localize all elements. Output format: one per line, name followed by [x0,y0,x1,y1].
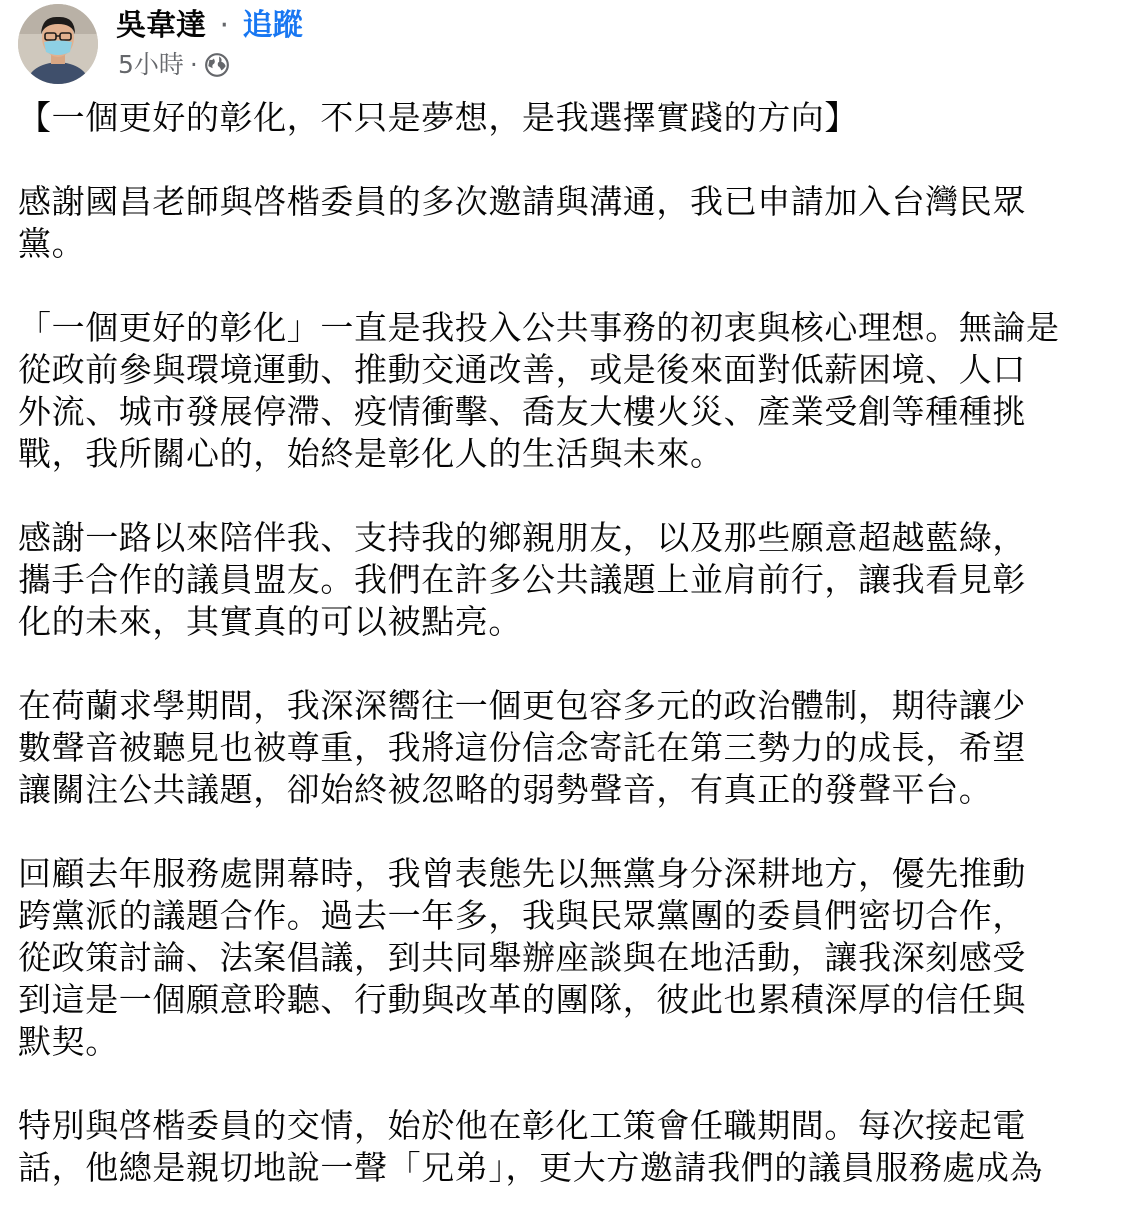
post-body [18,97,1118,1231]
avatar-photo [18,4,98,84]
follow-button[interactable]: 追蹤 [242,8,303,43]
author-separator: · [219,8,230,43]
meta-separator: · [189,50,198,79]
author-line [116,6,303,46]
author-name[interactable]: 吳韋達 [116,8,206,43]
post-timestamp[interactable]: 5小時 [118,50,184,79]
post-title: 【一個更好的彰化，不只是夢想，是我選擇實踐的方向】 [18,98,858,137]
avatar[interactable] [18,4,98,84]
post-header [18,4,1118,84]
post-paragraph: 感謝一路以來陪伴我、支持我的鄉親朋友，以及那些願意超越藍綠， 攜手合作的議員盟友。我們在許多公共議題上並肩前行，讓我看見彰 化的未來，其實真的可以被點亮。 [18,518,1026,641]
post-meta [118,48,230,82]
globe-icon[interactable] [204,52,230,78]
post-paragraph: 特別與啓楷委員的交情，始於他在彰化工策會任職期間。每次接起電 話，他總是親切地說一聲「兄弟」，更大方邀請我們的議員服務處成為 [18,1106,1044,1187]
post-paragraph: 感謝國昌老師與啓楷委員的多次邀請與溝通，我已申請加入台灣民眾 黨。 [18,182,1026,263]
post-paragraph: 回顧去年服務處開幕時，我曾表態先以無黨身分深耕地方，優先推動 跨黨派的議題合作。過去一年多，我與民眾黨團的委員們密切合作， 從政策討論、法案倡議，到共同舉辦座談與在地活動，讓我深刻感受 到這是一個願意聆聽、行動與改革的團隊，彼此也累積深厚的信任與 默契。 [18,854,1026,1061]
post-paragraph: 「一個更好的彰化」一直是我投入公共事務的初衷與核心理想。無論是 從政前參與環境運動、推動交通改善，或是後來面對低薪困境、人口 外流、城市發展停滯、疫情衝擊、喬友大樓火災、產業受創等種種挑 戰，我所關心的，始終是彰化人的生活與未來。 [18,308,1060,473]
post-paragraph: 在荷蘭求學期間，我深深嚮往一個更包容多元的政治體制，期待讓少 數聲音被聽見也被尊重，我將這份信念寄託在第三勢力的成長，希望 讓關注公共議題，卻始終被忽略的弱勢聲音，有真正的發聲平台。 [18,686,1026,809]
